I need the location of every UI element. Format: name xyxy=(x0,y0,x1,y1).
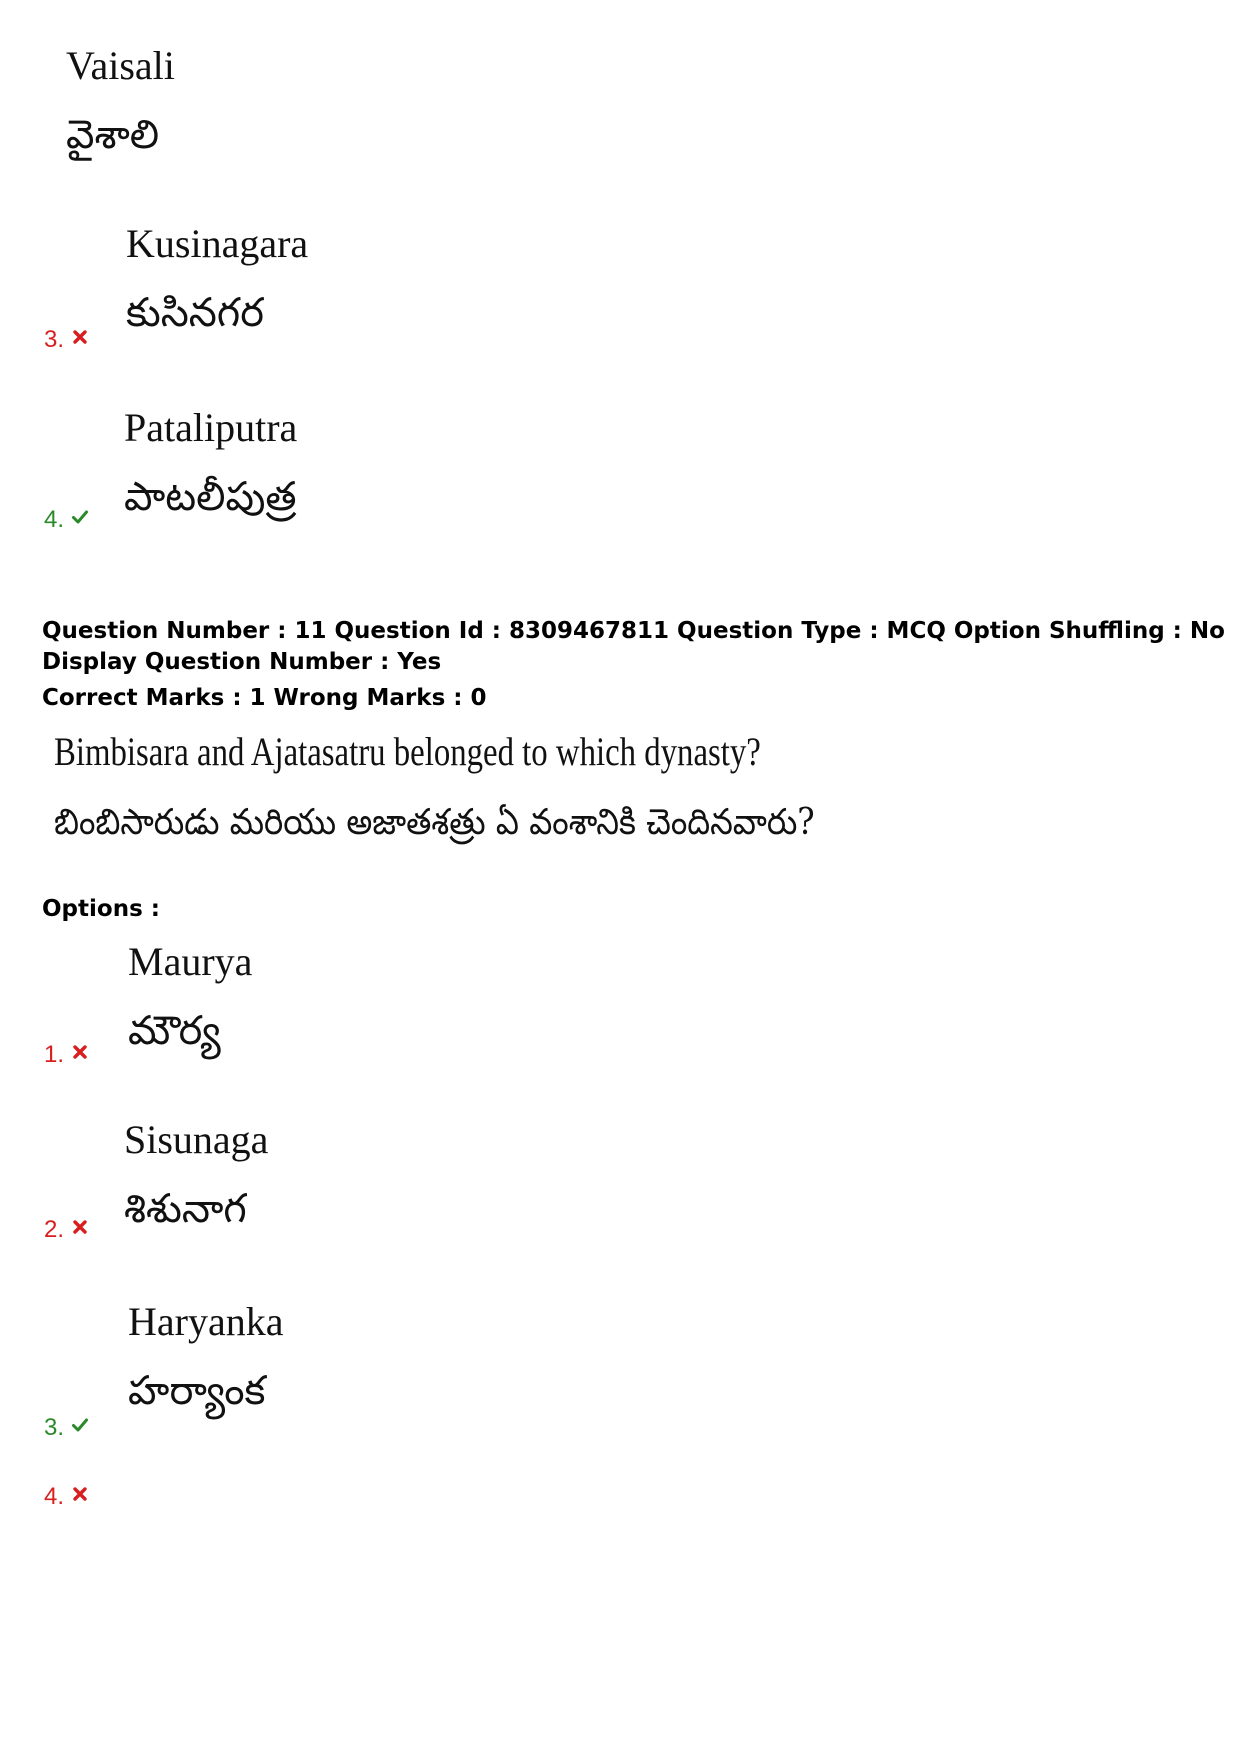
cross-icon xyxy=(72,329,88,345)
option-number: 4. xyxy=(44,506,65,533)
option-marker xyxy=(44,1414,88,1442)
option-text-en: Maurya xyxy=(128,939,253,984)
option-number: 4. xyxy=(44,1483,65,1510)
option-number: 1. xyxy=(44,1041,65,1068)
option-text-te: పాటలీపుత్ర xyxy=(124,474,297,520)
question-meta-line: Question Number : 11 Question Id : 8309467811 Question Type : MCQ Option Shuffling : No xyxy=(42,618,1225,644)
check-icon xyxy=(72,1417,88,1433)
check-icon xyxy=(72,509,88,525)
option-text-en: Haryanka xyxy=(128,1299,284,1344)
option-marker xyxy=(44,506,88,534)
question-text-te: బింబిసారుడు మరియు అజాతశత్రు ఏ వంశానికి చెందినవారు? xyxy=(54,802,815,843)
option-text-te: హర్యాంక xyxy=(128,1368,266,1414)
option-number: 2. xyxy=(44,1216,65,1243)
option-text-en: Sisunaga xyxy=(124,1117,269,1162)
option-number: 3. xyxy=(44,1414,65,1441)
question-meta-line: Display Question Number : Yes xyxy=(42,649,442,675)
question-marks-line: Correct Marks : 1 Wrong Marks : 0 xyxy=(42,685,487,711)
cross-icon xyxy=(72,1044,88,1060)
cross-icon xyxy=(72,1219,88,1235)
question-text-en: Bimbisara and Ajatasatru belonged to which dynasty? xyxy=(54,729,761,774)
option-marker xyxy=(44,326,88,354)
option-number: 3. xyxy=(44,326,65,353)
option-marker xyxy=(44,1041,88,1069)
options-label: Options : xyxy=(42,896,160,922)
option-marker xyxy=(44,1216,88,1244)
option-text-te: శిశునాగ xyxy=(124,1186,247,1232)
option-text-te: కుసినగర xyxy=(126,290,264,336)
option-text-en: Vaisali xyxy=(66,43,175,88)
option-text-en: Kusinagara xyxy=(126,221,309,266)
option-marker xyxy=(44,1483,88,1511)
cross-icon xyxy=(72,1486,88,1502)
option-text-te: మౌర్య xyxy=(128,1008,221,1054)
option-text-en: Pataliputra xyxy=(124,405,298,450)
option-text-te: వైశాలి xyxy=(66,112,160,158)
